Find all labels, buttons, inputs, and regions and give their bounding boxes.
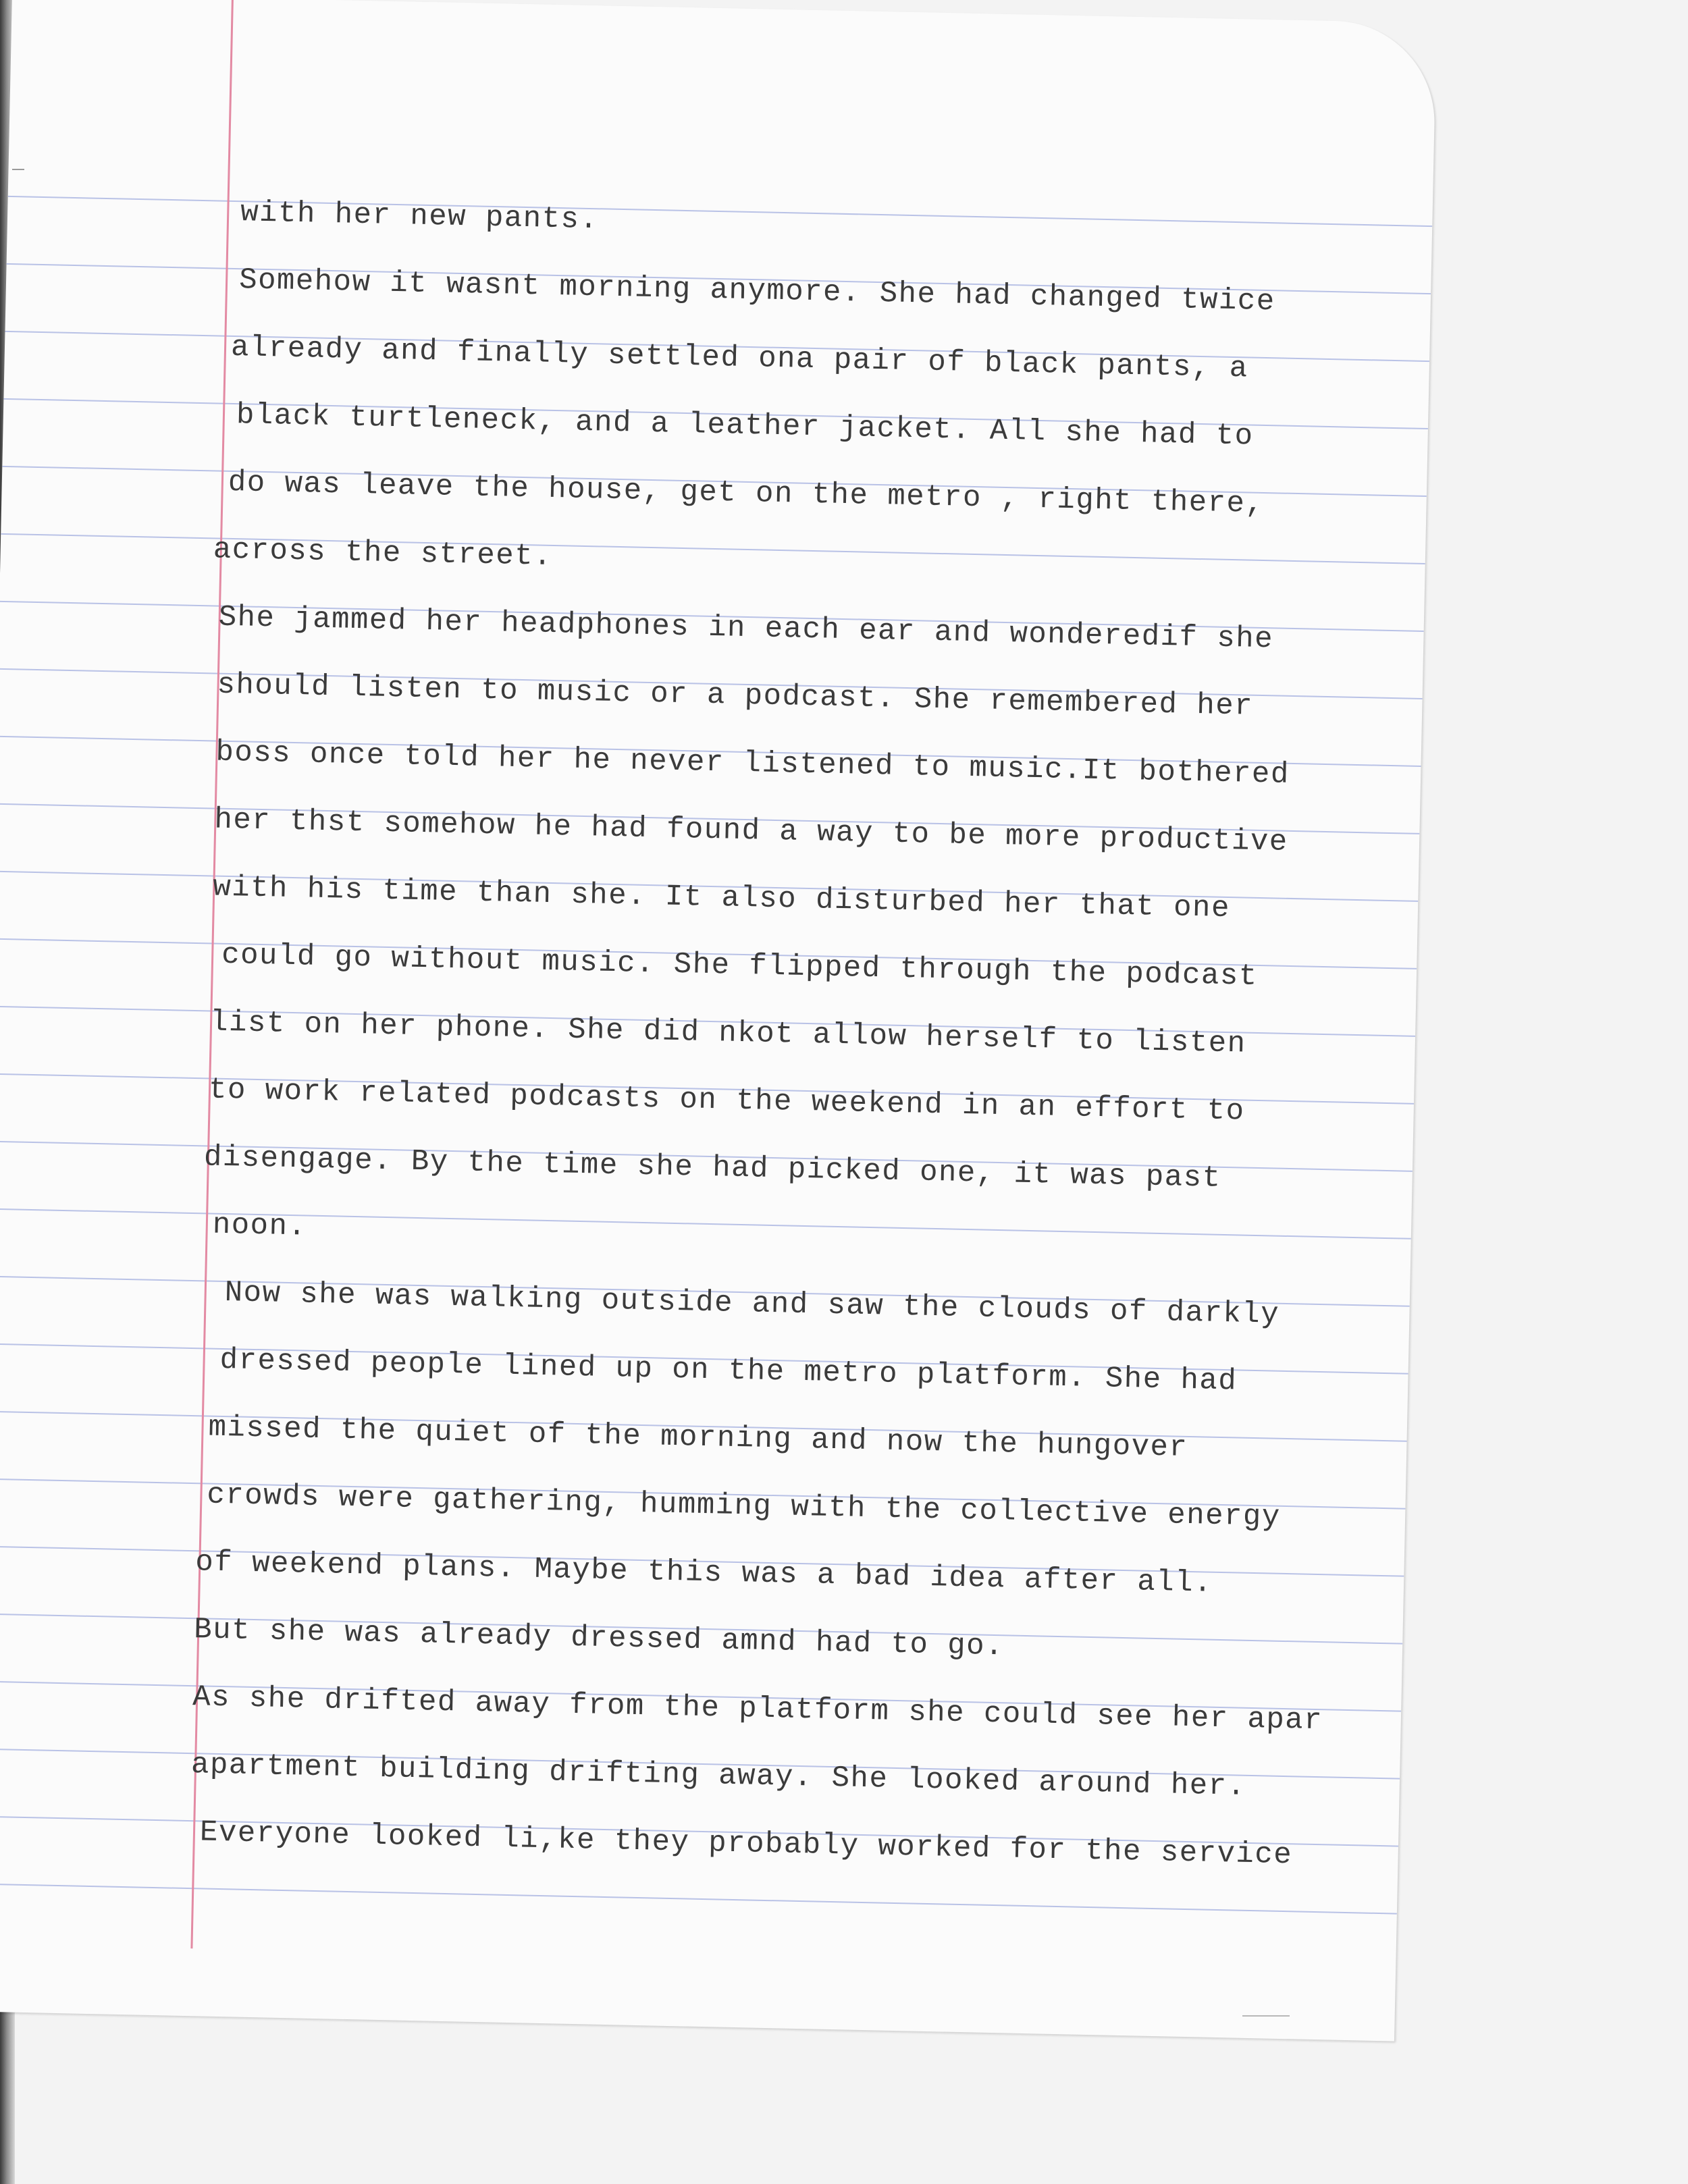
text-line: Everyone looked li,ke they probably worked for the service: [199, 1815, 1293, 1873]
text-line: dressed people lined up on the metro platform. She had: [219, 1343, 1238, 1399]
text-line: across the street.: [213, 533, 553, 574]
text-line: disengage. By the time she had picked one, it was past: [203, 1140, 1221, 1196]
text-line: with his time than she. It also disturbed her that one: [212, 870, 1231, 926]
text-line: apartment building drifting away. She looked around her.: [190, 1748, 1246, 1804]
text-line: her thst somehow he had found a way to be more productive: [213, 803, 1289, 859]
text-line: But she was already dressed amnd had to go.: [193, 1613, 1005, 1664]
text-line: with her new pants.: [240, 196, 599, 238]
text-line: crowds were gathering, humming with the collective energy: [206, 1478, 1282, 1535]
scan-speck: [1242, 2015, 1290, 2017]
text-line: do was leave the house, get on the metro , right there,: [228, 465, 1265, 521]
text-line: Now she was walking outside and saw the clouds of darkly: [224, 1276, 1280, 1332]
text-line: could go without music. She flipped through the podcast: [221, 938, 1259, 994]
text-line: should listen to music or a podcast. She remembered her: [217, 668, 1254, 724]
text-line: black turtleneck, and a leather jacket. All she had to: [236, 398, 1255, 454]
text-line: already and finally settled ona pair of black pants, a: [230, 330, 1249, 386]
scan-speck: [12, 169, 24, 170]
text-line: missed the quiet of the morning and now the hungover: [208, 1410, 1188, 1465]
text-line: to work related podcasts on the weekend in an effort to: [208, 1073, 1245, 1129]
text-line: She jammed her headphones in each ear and wonderedif she: [218, 600, 1274, 657]
text-line: As she drifted away from the platform she could see her apar: [192, 1680, 1323, 1738]
text-line: boss once told her he never listened to music.It bothered: [215, 735, 1290, 792]
text-line: Somehow it wasnt morning anymore. She had changed twice: [238, 263, 1276, 319]
text-line: noon.: [212, 1208, 307, 1244]
text-line: list on her phone. She did nkot allow herself to listen: [209, 1005, 1247, 1061]
text-line: of weekend plans. Maybe this was a bad idea after all.: [194, 1545, 1213, 1601]
